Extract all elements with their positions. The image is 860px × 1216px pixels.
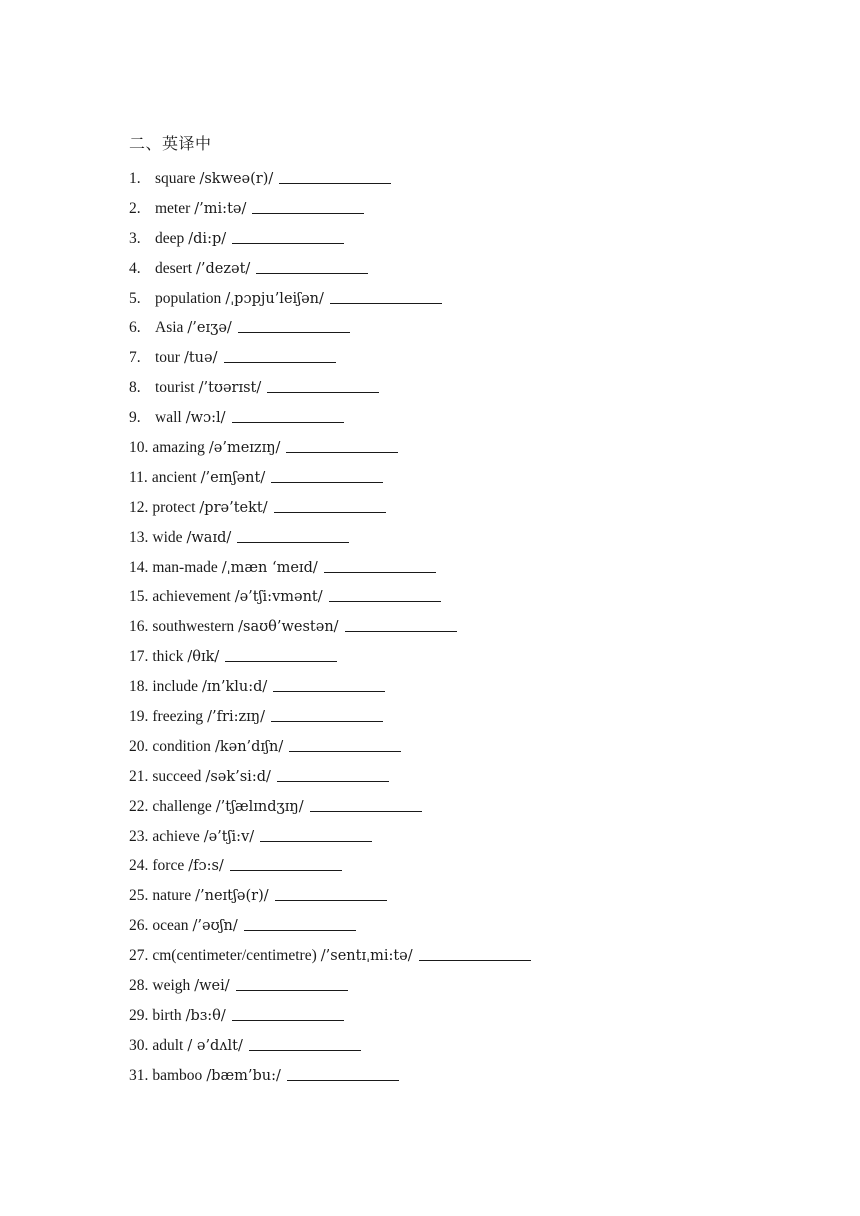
item-number: 15. [129, 588, 149, 606]
vocab-item [129, 915, 531, 945]
answer-blank[interactable] [238, 317, 350, 333]
vocab-item [129, 945, 531, 975]
vocab-item [129, 377, 531, 407]
answer-blank[interactable] [232, 228, 344, 244]
answer-blank[interactable] [330, 288, 442, 304]
vocab-item [129, 646, 531, 676]
item-phonetic: /prə’tekt/ [199, 499, 268, 516]
vocab-item [129, 288, 531, 318]
item-phonetic: /ˌmæn ‘meɪd/ [221, 559, 318, 576]
vocab-item [129, 228, 531, 258]
answer-blank[interactable] [232, 1005, 344, 1021]
vocab-item [129, 1005, 531, 1035]
item-word: force [152, 857, 185, 875]
item-number: 9. [129, 409, 141, 427]
answer-blank[interactable] [225, 646, 337, 662]
vocab-item [129, 347, 531, 377]
item-word: amazing [152, 439, 205, 457]
answer-blank[interactable] [232, 407, 344, 423]
answer-blank[interactable] [274, 497, 386, 513]
answer-blank[interactable] [271, 706, 383, 722]
vocab-item [129, 437, 531, 467]
item-phonetic: /’eɪʒə/ [187, 320, 232, 337]
item-word: wall [155, 409, 182, 427]
item-number: 23. [129, 827, 149, 845]
item-number: 8. [129, 379, 141, 397]
vocab-item [129, 317, 531, 347]
answer-blank[interactable] [277, 766, 389, 782]
item-word: thick [152, 648, 184, 666]
answer-blank[interactable] [256, 258, 368, 274]
vocab-item [129, 855, 531, 885]
answer-blank[interactable] [260, 826, 372, 842]
item-phonetic: /ə’meɪzɪŋ/ [208, 440, 281, 457]
item-number: 14. [129, 558, 149, 576]
item-phonetic: /wei/ [194, 978, 230, 995]
item-number: 31. [129, 1066, 149, 1084]
answer-blank[interactable] [230, 855, 342, 871]
item-word: condition [152, 737, 211, 755]
item-phonetic: /’mi:tə/ [194, 200, 247, 217]
item-number: 3. [129, 229, 141, 247]
section-title: 二、英译中 [129, 134, 212, 153]
item-phonetic: /tuə/ [183, 350, 218, 367]
item-phonetic: /skweə(r)/ [199, 171, 274, 187]
item-word: achievement [152, 588, 231, 606]
item-phonetic: /’dezət/ [196, 260, 251, 277]
item-word: succeed [152, 767, 202, 785]
item-number: 18. [129, 678, 149, 696]
vocab-item [129, 586, 531, 616]
answer-blank[interactable] [224, 347, 336, 363]
answer-blank[interactable] [345, 616, 457, 632]
vocab-item [129, 467, 531, 497]
vocab-item [129, 885, 531, 915]
answer-blank[interactable] [419, 945, 531, 961]
item-number: 17. [129, 648, 149, 666]
item-number: 19. [129, 708, 149, 726]
answer-blank[interactable] [249, 1035, 361, 1051]
item-word: freezing [152, 708, 204, 726]
vocab-item [129, 766, 531, 796]
item-word: protect [152, 498, 196, 516]
item-word: deep [155, 229, 185, 247]
item-word: achieve [152, 827, 200, 845]
item-phonetic: /sək’si:d/ [205, 768, 271, 785]
item-phonetic: /’tʊərɪst/ [198, 380, 262, 397]
item-phonetic: /bɜ:θ/ [185, 1007, 226, 1024]
answer-blank[interactable] [252, 198, 364, 214]
item-number: 13. [129, 528, 149, 546]
answer-blank[interactable] [244, 915, 356, 931]
item-phonetic: /θɪk/ [187, 649, 220, 666]
item-phonetic: / ə’dʌlt/ [187, 1037, 243, 1054]
item-phonetic: /’əʊʃn/ [192, 918, 238, 935]
item-phonetic: /di:p/ [188, 230, 227, 247]
vocab-item [129, 975, 531, 1005]
item-number: 7. [129, 349, 141, 367]
item-number: 25. [129, 887, 149, 905]
item-number: 5. [129, 289, 141, 307]
item-word: adult [152, 1036, 184, 1054]
item-phonetic: /waɪd/ [186, 529, 232, 546]
item-word: ocean [152, 917, 189, 935]
item-number: 4. [129, 259, 141, 277]
item-number: 29. [129, 1006, 149, 1024]
item-word: tour [155, 349, 180, 367]
answer-blank[interactable] [324, 557, 436, 573]
item-number: 24. [129, 857, 149, 875]
item-phonetic: /bæm’bu:/ [206, 1067, 281, 1084]
item-word: cm(centimeter/centimetre) [152, 947, 317, 965]
answer-blank[interactable] [267, 377, 379, 393]
answer-blank[interactable] [279, 168, 391, 184]
item-word: wide [152, 528, 183, 546]
answer-blank[interactable] [236, 975, 348, 991]
vocab-item [129, 706, 531, 736]
item-number: 16. [129, 618, 149, 636]
answer-blank[interactable] [310, 796, 422, 812]
item-phonetic: /ɪn’klu:d/ [202, 679, 268, 696]
item-number: 21. [129, 767, 149, 785]
answer-blank[interactable] [275, 885, 387, 901]
item-phonetic: /fɔ:s/ [188, 858, 224, 875]
item-number: 28. [129, 977, 149, 995]
item-number: 11. [129, 468, 148, 486]
item-number: 6. [129, 319, 141, 337]
answer-blank[interactable] [289, 736, 401, 752]
vocab-item [129, 198, 531, 228]
item-number: 30. [129, 1036, 149, 1054]
answer-blank[interactable] [287, 1065, 399, 1081]
item-word: meter [155, 199, 191, 217]
vocab-item [129, 258, 531, 288]
item-phonetic: /kən’dɪʃn/ [214, 738, 284, 755]
answer-blank[interactable] [237, 527, 349, 543]
item-word: bamboo [152, 1066, 203, 1084]
vocab-item [129, 407, 531, 437]
answer-blank[interactable] [286, 437, 398, 453]
answer-blank[interactable] [273, 676, 385, 692]
item-phonetic: /’neɪtʃə(r)/ [195, 888, 269, 905]
item-number: 20. [129, 737, 149, 755]
vocab-item [129, 736, 531, 766]
item-word: man-made [152, 558, 218, 576]
item-number: 27. [129, 947, 149, 965]
item-phonetic: /ə’tʃi:v/ [203, 828, 255, 845]
item-word: challenge [152, 797, 212, 815]
vocab-item [129, 616, 531, 646]
item-number: 2. [129, 199, 141, 217]
item-phonetic: /saʊθ’westən/ [238, 619, 339, 636]
item-phonetic: /’sentɪˌmi:tə/ [320, 948, 413, 965]
item-phonetic: /’eɪnʃənt/ [200, 469, 266, 486]
vocab-item [129, 1035, 531, 1065]
item-number: 26. [129, 917, 149, 935]
item-phonetic: /wɔ:l/ [185, 410, 226, 427]
item-number: 10. [129, 439, 149, 457]
item-word: ancient [151, 468, 197, 486]
item-word: square [155, 170, 196, 187]
item-phonetic: /ə’tʃi:vmənt/ [234, 589, 323, 606]
item-word: birth [152, 1006, 182, 1024]
item-word: nature [152, 887, 192, 905]
item-word: Asia [155, 319, 184, 337]
vocab-item [129, 168, 531, 198]
vocab-item [129, 826, 531, 856]
vocab-item [129, 497, 531, 527]
answer-blank[interactable] [329, 586, 441, 602]
item-phonetic: /’fri:zɪŋ/ [207, 709, 265, 726]
item-word: population [155, 289, 222, 307]
vocab-item [129, 557, 531, 587]
item-phonetic: /ˌpɔpju’leiʃən/ [225, 290, 324, 307]
vocab-item [129, 1065, 531, 1095]
item-number: 12. [129, 498, 149, 516]
item-word: tourist [155, 379, 195, 397]
vocab-list [129, 168, 531, 1095]
vocab-item [129, 676, 531, 706]
answer-blank[interactable] [271, 467, 383, 483]
item-phonetic: /’tʃælɪndʒɪŋ/ [215, 798, 304, 815]
item-word: southwestern [152, 618, 235, 636]
item-word: include [152, 678, 198, 696]
item-word: desert [155, 259, 193, 277]
item-number: 1. [129, 170, 141, 187]
vocab-item [129, 796, 531, 826]
vocab-item [129, 527, 531, 557]
item-word: weigh [152, 977, 191, 995]
item-number: 22. [129, 797, 149, 815]
